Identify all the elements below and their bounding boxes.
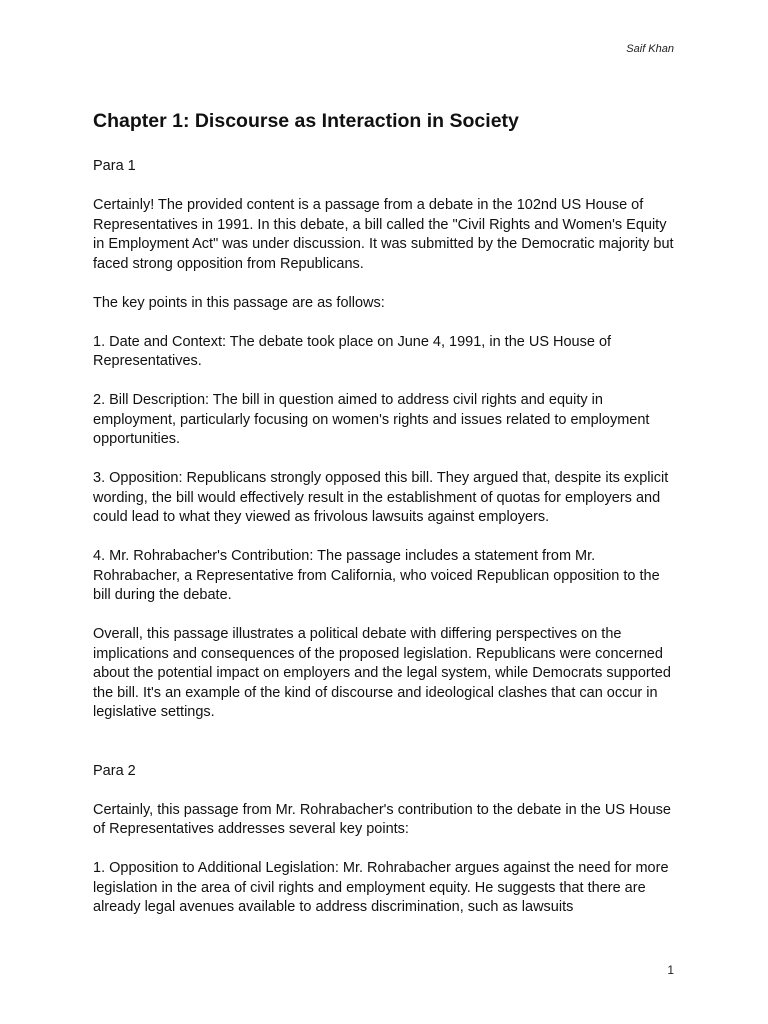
key-points-intro: The key points in this passage are as follows: [93,294,385,311]
para-1-label: Para 1 [93,158,136,174]
para-1-point-4: 4. Mr. Rohrabacher's Contribution: The passage includes a statement from Mr. Rohrabacher, a Representative from California, who voiced Republican opposition to the bill during the debate. [93,548,660,603]
para-2-intro: Certainly, this passage from Mr. Rohrabacher's contribution to the debate in the US House of Representatives addresses several key points: [93,801,671,837]
para-1-point-3: 3. Opposition: Republicans strongly opposed this bill. They argued that, despite its explicit wording, the bill would effectively result in the establishment of quotas for employers and could lead to what they viewed as frivolous lawsuits against employers. [93,470,669,525]
page-number: 1 [667,963,674,977]
para-2-point-1: 1. Opposition to Additional Legislation: Mr. Rohrabacher argues against the need for more legislation in the area of civil rights and employment equity. He suggests that there are already legal avenues available to address discrimination, such as lawsuits [93,860,669,915]
para-2-label: Para 2 [93,762,136,779]
para-1-point-2: 2. Bill Description: The bill in question aimed to address civil rights and equity in employment, particularly focusing on women's rights and issues related to employment opportunities. [93,392,650,447]
header-author: Saif Khan [626,43,674,55]
para-1-point-1: 1. Date and Context: The debate took place on June 4, 1991, in the US House of Representatives. [93,333,612,369]
document-body [93,108,678,918]
para-1-intro: Certainly! The provided content is a passage from a debate in the 102nd US House of Representatives in 1991. In this debate, a bill called the "Civil Rights and Women's Equity in Employment Act" was under discussion. It was submitted by the Democratic majority but faced strong opposition from Republicans. [93,197,674,272]
chapter-title: Chapter 1: Discourse as Interaction in Society [93,110,519,132]
para-1-overall: Overall, this passage illustrates a political debate with differing perspectives on the implications and consequences of the proposed legislation. Republicans were concerned about the potential impact on employers and the legal system, while Democrats supported the bill. It's an example of the kind of discourse and ideological clashes that can occur in legislative settings. [93,626,671,720]
